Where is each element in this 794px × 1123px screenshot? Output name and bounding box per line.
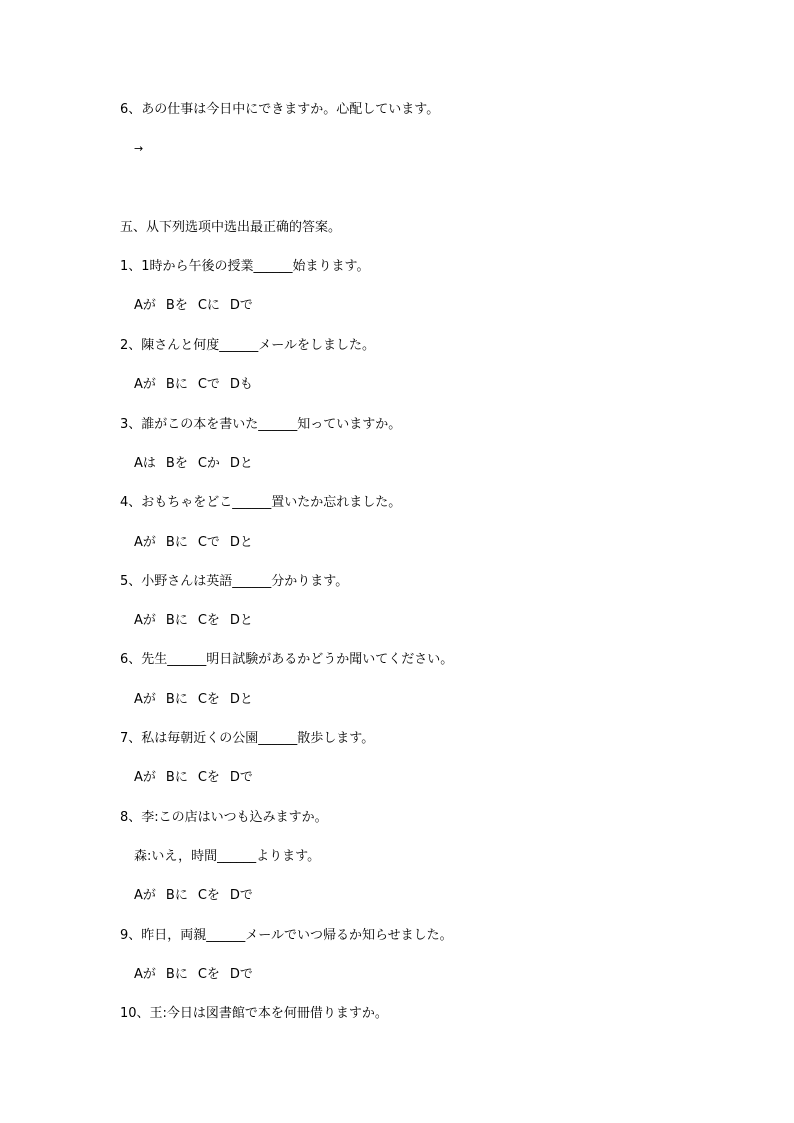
option-a: Aが bbox=[134, 535, 156, 550]
option-d: Dと bbox=[229, 692, 253, 707]
question-4: 4、おもちゃをどこ______置いたか忘れました。 bbox=[120, 495, 402, 510]
question-10: 10、王:今日は図書館で本を何冊借りますか。 bbox=[120, 1006, 388, 1021]
question-8: 8、李:この店はいつも込みますか。 bbox=[120, 810, 328, 825]
question-8-options bbox=[134, 888, 263, 904]
question-6-options bbox=[134, 692, 263, 708]
question-9-options bbox=[134, 967, 263, 983]
question-5: 5、小野さんは英語______分かります。 bbox=[120, 574, 349, 589]
option-b: Bを bbox=[165, 456, 188, 471]
option-a: Aが bbox=[134, 888, 156, 903]
option-d: Dと bbox=[229, 456, 253, 471]
option-c: Cで bbox=[197, 377, 220, 392]
option-b: Bに bbox=[165, 770, 188, 785]
option-b: Bに bbox=[165, 535, 188, 550]
question-2: 2、陳さんと何度______メールをしました。 bbox=[120, 338, 376, 353]
option-c: Cを bbox=[197, 770, 220, 785]
option-d: Dと bbox=[229, 613, 253, 628]
option-b: Bに bbox=[165, 377, 188, 392]
question-7: 7、私は毎朝近くの公園______散歩します。 bbox=[120, 731, 375, 746]
question-2-options bbox=[134, 377, 263, 393]
option-c: Cを bbox=[197, 613, 220, 628]
option-d: Dも bbox=[229, 377, 253, 392]
question-9: 9、昨日，両親______メールでいつ帰るか知らせました。 bbox=[120, 928, 453, 943]
question-1-options bbox=[134, 298, 263, 314]
question-5-options bbox=[134, 613, 263, 629]
option-c: Cを bbox=[197, 692, 220, 707]
option-a: Aが bbox=[134, 770, 156, 785]
question-3-options bbox=[134, 456, 263, 472]
question-3: 3、誰がこの本を書いた______知っていますか。 bbox=[120, 417, 402, 432]
option-a: Aが bbox=[134, 298, 156, 313]
option-d: Dと bbox=[229, 535, 253, 550]
question-1: 1、1時から午後の授業______始まります。 bbox=[120, 259, 370, 274]
option-a: Aが bbox=[134, 613, 156, 628]
question-6-prev: 6、あの仕事は今日中にできますか。心配しています。 bbox=[120, 102, 440, 117]
option-a: Aが bbox=[134, 967, 156, 982]
section-title: 五、从下列选项中选出最正确的答案。 bbox=[120, 220, 342, 235]
option-c: Cで bbox=[197, 535, 220, 550]
option-c: Cか bbox=[197, 456, 220, 471]
option-d: Dで bbox=[229, 770, 253, 785]
option-a: Aが bbox=[134, 692, 156, 707]
option-b: Bを bbox=[165, 298, 188, 313]
option-c: Cを bbox=[197, 888, 220, 903]
option-b: Bに bbox=[165, 888, 188, 903]
question-7-options bbox=[134, 770, 263, 786]
question-6: 6、先生______明日試験があるかどうか聞いてください。 bbox=[120, 652, 454, 667]
option-b: Bに bbox=[165, 613, 188, 628]
option-c: Cに bbox=[197, 298, 220, 313]
option-b: Bに bbox=[165, 967, 188, 982]
option-d: Dで bbox=[229, 298, 253, 313]
question-8-reply: 森:いえ，時間______よります。 bbox=[134, 849, 321, 864]
option-d: Dで bbox=[229, 967, 253, 982]
option-a: Aが bbox=[134, 377, 156, 392]
option-b: Bに bbox=[165, 692, 188, 707]
option-a: Aは bbox=[134, 456, 156, 471]
option-d: Dで bbox=[229, 888, 253, 903]
option-c: Cを bbox=[197, 967, 220, 982]
question-4-options bbox=[134, 535, 263, 551]
arrow-icon: → bbox=[134, 142, 144, 155]
